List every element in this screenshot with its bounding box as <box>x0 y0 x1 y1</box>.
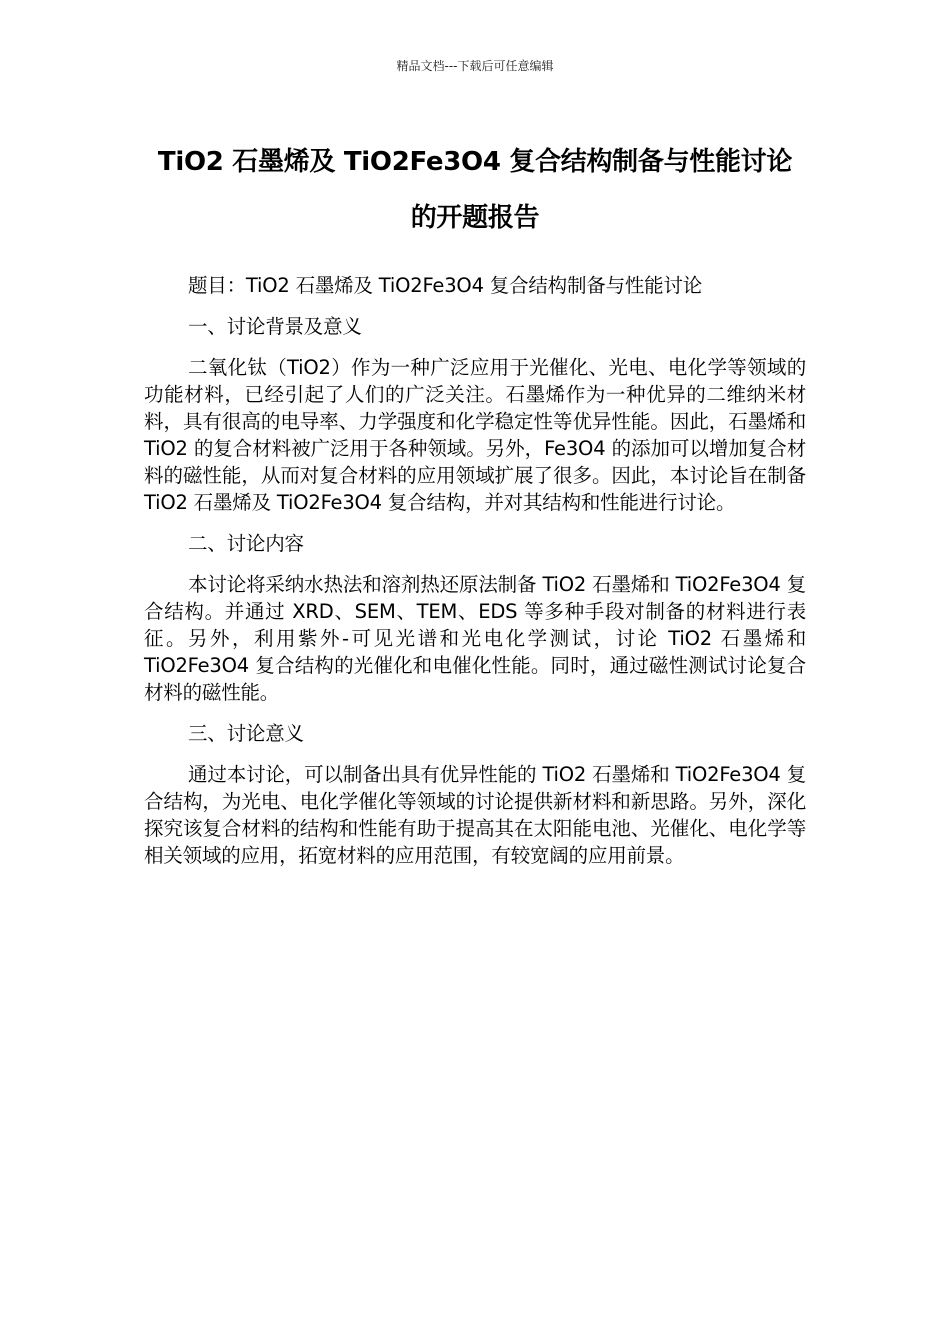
section-paragraph-significance: 通过本讨论，可以制备出具有优异性能的 TiO2 石墨烯和 TiO2Fe3O4 复合结构，为光电、电化学催化等领域的讨论提供新材料和新思路。另外，深化探究该复合材料的结构和性能有助于提高其在太阳能电池、光催化、电化学等相关领域的应用，拓宽材料的应用范围，有较宽阔的应用前景。 <box>144 763 806 867</box>
section-paragraph-background: 二氧化钛（TiO2）作为一种广泛应用于光催化、光电、电化学等领域的功能材料，已经引起了人们的广泛关注。石墨烯作为一种优异的二维纳米材料，具有很高的电导率、力学强度和化学稳定性等优异性能。因此，石墨烯和 TiO2 的复合材料被广泛用于各种领域。另外，Fe3O4 的添加可以增加复合材料的磁性能，从而对复合材料的应用领域扩展了很多。因此，本讨论旨在制备 TiO2 石墨烯及 TiO2Fe3O4 复合结构，并对其结构和性能进行讨论。 <box>144 356 806 514</box>
document-body <box>144 272 806 883</box>
section-heading-significance: 三、讨论意义 <box>188 722 304 745</box>
title-line-2: 的开题报告 <box>410 203 540 233</box>
section-heading-content: 二、讨论内容 <box>188 532 304 555</box>
title-line-1: TiO2 石墨烯及 TiO2Fe3O4 复合结构制备与性能讨论 <box>157 147 793 177</box>
section-heading-background: 一、讨论背景及意义 <box>188 315 362 338</box>
page-header: 精品文档---下载后可任意编辑 <box>396 59 554 73</box>
document-title <box>130 134 820 246</box>
topic-line: 题目：TiO2 石墨烯及 TiO2Fe3O4 复合结构制备与性能讨论 <box>188 274 703 297</box>
section-paragraph-content: 本讨论将采纳水热法和溶剂热还原法制备 TiO2 石墨烯和 TiO2Fe3O4 复合结构。并通过 XRD、SEM、TEM、EDS 等多种手段对制备的材料进行表征。另外，利用紫外-可见光谱和光电化学测试，讨论 TiO2 石墨烯和 TiO2Fe3O4 复合结构的光催化和电催化性能。同时，通过磁性测试讨论复合材料的磁性能。 <box>144 573 806 704</box>
